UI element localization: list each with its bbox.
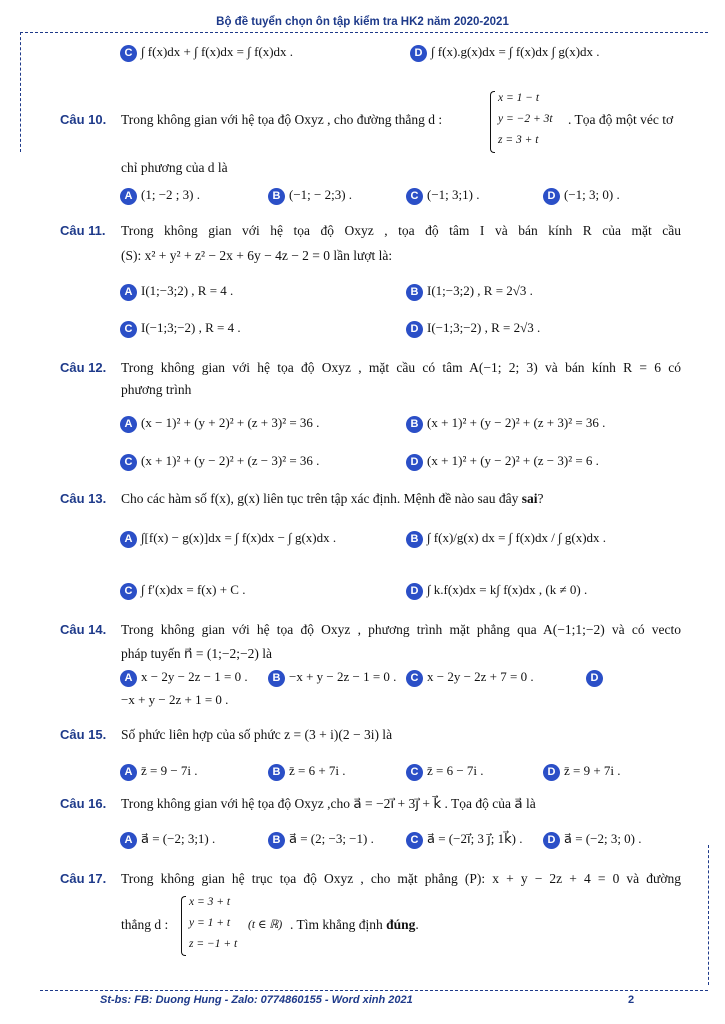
q17-text-end: .: [415, 917, 419, 932]
q10-option-c: [406, 187, 479, 205]
q14-option-a-text: x − 2y − 2z − 1 = 0 .: [141, 669, 248, 684]
q17-system-line-1: x = 3 + t: [189, 896, 231, 908]
q16-option-d-text: a⃗ = (−2; 3; 0) .: [564, 831, 642, 846]
option-badge: D: [586, 670, 603, 687]
option-badge: D: [543, 188, 560, 205]
q17-condition: (t ∈ ℝ): [248, 919, 283, 931]
q17-text-3-wrap: [290, 917, 419, 933]
q12-option-c-text: (x + 1)² + (y − 2)² + (z − 3)² = 36 .: [141, 453, 320, 468]
q17-system-line-2: y = 1 + t: [189, 917, 231, 929]
option-badge: A: [120, 531, 137, 548]
q13-option-d: [406, 582, 587, 600]
q14-option-a: [120, 669, 248, 687]
q16-label: Câu 16.: [60, 796, 107, 811]
q17-label: Câu 17.: [60, 871, 107, 886]
border-left-divider: [20, 32, 21, 152]
q13-option-c-text: ∫ f′(x)dx = f(x) + C .: [141, 582, 246, 597]
q15-option-d-text: z̄ = 9 + 7i .: [564, 763, 621, 778]
q11-option-b-text: I(1;−3;2) , R = 2√3 .: [427, 283, 533, 298]
q16-text-1: Trong không gian với hệ tọa độ Oxyz ,cho a⃗ = −2i⃗ + 3j⃗ + k⃗ . Tọa độ của a⃗ là: [121, 796, 536, 811]
q11-option-d: [406, 320, 540, 338]
option-badge: C: [406, 764, 423, 781]
q17-text-3: . Tìm khẳng định: [290, 917, 383, 932]
q13-option-b: [406, 530, 606, 548]
q14-text-2: pháp tuyến n⃗ = (1;−2;−2) là: [121, 646, 272, 661]
option-badge: A: [120, 416, 137, 433]
option-badge: C: [120, 583, 137, 600]
q12-option-a: [120, 415, 319, 433]
q9-option-c-text: ∫ f(x)dx + ∫ f(x)dx = ∫ f(x)dx .: [141, 44, 294, 59]
q16-option-b-text: a⃗ = (2; −3; −1) .: [289, 831, 374, 846]
q13-text-1: Cho các hàm số f(x), g(x) liên tục trên tập xác định. Mệnh đề nào sau đây: [121, 491, 519, 506]
q13-text-bold: sai: [521, 491, 538, 506]
q12-option-d: [406, 453, 599, 471]
q9-option-d: [410, 44, 600, 62]
q15-text-1: Số phức liên hợp của số phức z = (3 + i)(2 − 3i) là: [121, 727, 393, 742]
q13-option-d-text: ∫ k.f(x)dx = k∫ f(x)dx , (k ≠ 0) .: [427, 582, 588, 597]
q11-option-a: [120, 283, 233, 301]
q11-option-b: [406, 283, 533, 301]
q14-option-b-text: −x + y − 2z − 1 = 0 .: [289, 669, 397, 684]
option-badge: C: [406, 188, 423, 205]
q15-label: Câu 15.: [60, 727, 107, 742]
q10-option-b-text: (−1; − 2;3) .: [289, 187, 353, 202]
q16-option-a: [120, 831, 215, 849]
option-badge: B: [268, 832, 285, 849]
option-badge: C: [406, 832, 423, 849]
q12-text-2: phương trình: [121, 382, 192, 397]
q14-option-c: [406, 669, 534, 687]
q14-text-1: Trong không gian với hệ tọa độ Oxyz , phương trình mặt phẳng qua A(−1;1;−2) và có vecto: [121, 622, 681, 637]
q14-option-c-text: x − 2y − 2z + 7 = 0 .: [427, 669, 534, 684]
q11-option-d-text: I(−1;3;−2) , R = 2√3 .: [427, 320, 541, 335]
page-number: 2: [628, 994, 635, 1006]
q12-text-1: Trong không gian với hệ tọa độ Oxyz , mặt cầu có tâm A(−1; 2; 3) và bán kính R = 6 có: [121, 360, 681, 375]
page-header: Bộ đề tuyển chọn ôn tập kiểm tra HK2 năm 2020-2021: [216, 16, 509, 28]
q15-option-a: [120, 763, 198, 781]
q13-option-b-text: ∫ f(x)/g(x) dx = ∫ f(x)dx / ∫ g(x)dx .: [427, 530, 607, 545]
option-badge: B: [406, 531, 423, 548]
q16-option-b: [268, 831, 374, 849]
q14-option-b: [268, 669, 396, 687]
q15-option-d: [543, 763, 621, 781]
option-badge: D: [410, 45, 427, 62]
q14-option-d-continued: −x + y − 2z + 1 = 0 .: [121, 692, 229, 707]
q12-label: Câu 12.: [60, 360, 107, 375]
q12-option-b: [406, 415, 605, 433]
q13-text: [121, 491, 544, 507]
footer-divider: [40, 990, 708, 991]
option-badge: B: [268, 670, 285, 687]
option-badge: C: [120, 321, 137, 338]
option-badge: A: [120, 670, 137, 687]
q10-system-line-1: x = 1 − t: [498, 92, 540, 104]
option-badge: D: [406, 454, 423, 471]
option-badge: B: [406, 284, 423, 301]
border-top-divider: [20, 32, 708, 33]
option-badge: D: [543, 832, 560, 849]
q10-system-line-3: z = 3 + t: [498, 134, 539, 146]
option-badge: A: [120, 832, 137, 849]
q10-text-1: Trong không gian với hệ tọa độ Oxyz , cho đường thẳng d :: [121, 112, 443, 127]
option-badge: C: [120, 45, 137, 62]
q10-option-d-text: (−1; 3; 0) .: [564, 187, 620, 202]
q14-option-d: [586, 669, 607, 687]
border-right-divider: [708, 845, 709, 985]
option-badge: C: [406, 670, 423, 687]
option-badge: B: [406, 416, 423, 433]
q17-text-1: Trong không gian hệ trục tọa độ Oxyz , cho mặt phẳng (P): x + y − 2z + 4 = 0 và đường: [121, 871, 681, 886]
q11-option-a-text: I(1;−3;2) , R = 4 .: [141, 283, 234, 298]
q12-option-d-text: (x + 1)² + (y − 2)² + (z − 3)² = 6 .: [427, 453, 599, 468]
q13-label: Câu 13.: [60, 491, 107, 506]
q11-option-c: [120, 320, 241, 338]
q11-text-2: (S): x² + y² + z² − 2x + 6y − 4z − 2 = 0 lần lượt là:: [121, 248, 393, 263]
option-badge: A: [120, 764, 137, 781]
q16-option-d: [543, 831, 642, 849]
q10-system-brace: [490, 91, 495, 153]
q17-system-brace: [181, 896, 186, 956]
q13-option-c: [120, 582, 245, 600]
q15-option-b-text: z̄ = 6 + 7i .: [289, 763, 346, 778]
option-badge: B: [268, 188, 285, 205]
q9-option-d-text: ∫ f(x).g(x)dx = ∫ f(x)dx ∫ g(x)dx .: [431, 44, 600, 59]
option-badge: B: [268, 764, 285, 781]
q10-label: Câu 10.: [60, 112, 107, 127]
q14-label: Câu 14.: [60, 622, 107, 637]
q13-text-end: ?: [537, 491, 544, 506]
q12-option-a-text: (x − 1)² + (y + 2)² + (z + 3)² = 36 .: [141, 415, 320, 430]
q11-option-c-text: I(−1;3;−2) , R = 4 .: [141, 320, 241, 335]
q13-option-a: [120, 530, 336, 548]
q15-option-b: [268, 763, 346, 781]
q16-option-c: [406, 831, 523, 849]
q10-option-d: [543, 187, 620, 205]
q12-option-b-text: (x + 1)² + (y − 2)² + (z + 3)² = 36 .: [427, 415, 606, 430]
q12-option-c: [120, 453, 319, 471]
q17-text-2: thẳng d :: [121, 917, 169, 932]
q17-text-bold: đúng: [386, 917, 416, 932]
option-badge: A: [120, 188, 137, 205]
option-badge: D: [406, 583, 423, 600]
q13-option-a-text: ∫[f(x) − g(x)]dx = ∫ f(x)dx − ∫ g(x)dx .: [141, 530, 337, 545]
q11-label: Câu 11.: [60, 223, 106, 238]
q15-option-c: [406, 763, 484, 781]
q10-text-3: chỉ phương của d là: [121, 160, 228, 175]
q10-text-2: . Tọa độ một véc tơ: [568, 112, 674, 127]
q16-option-c-text: a⃗ = (−2i⃗; 3 j⃗; 1k⃗) .: [427, 831, 523, 846]
option-badge: C: [120, 454, 137, 471]
q10-option-b: [268, 187, 352, 205]
q9-option-c: [120, 44, 293, 62]
q16-option-a-text: a⃗ = (−2; 3;1) .: [141, 831, 216, 846]
q10-system-line-2: y = −2 + 3t: [498, 113, 553, 125]
q10-option-a: [120, 187, 200, 205]
q15-option-a-text: z̄ = 9 − 7i .: [141, 763, 198, 778]
q10-option-c-text: (−1; 3;1) .: [427, 187, 480, 202]
option-badge: A: [120, 284, 137, 301]
q10-option-a-text: (1; −2 ; 3) .: [141, 187, 200, 202]
q15-option-c-text: z̄ = 6 − 7i .: [427, 763, 484, 778]
q17-system-line-3: z = −1 + t: [189, 938, 238, 950]
option-badge: D: [406, 321, 423, 338]
option-badge: D: [543, 764, 560, 781]
page-footer: St-bs: FB: Duong Hung - Zalo: 0774860155 - Word xinh 2021: [100, 994, 413, 1006]
q11-text-1: Trong không gian với hệ tọa độ Oxyz , tọa độ tâm I và bán kính R của mặt cầu: [121, 223, 681, 238]
